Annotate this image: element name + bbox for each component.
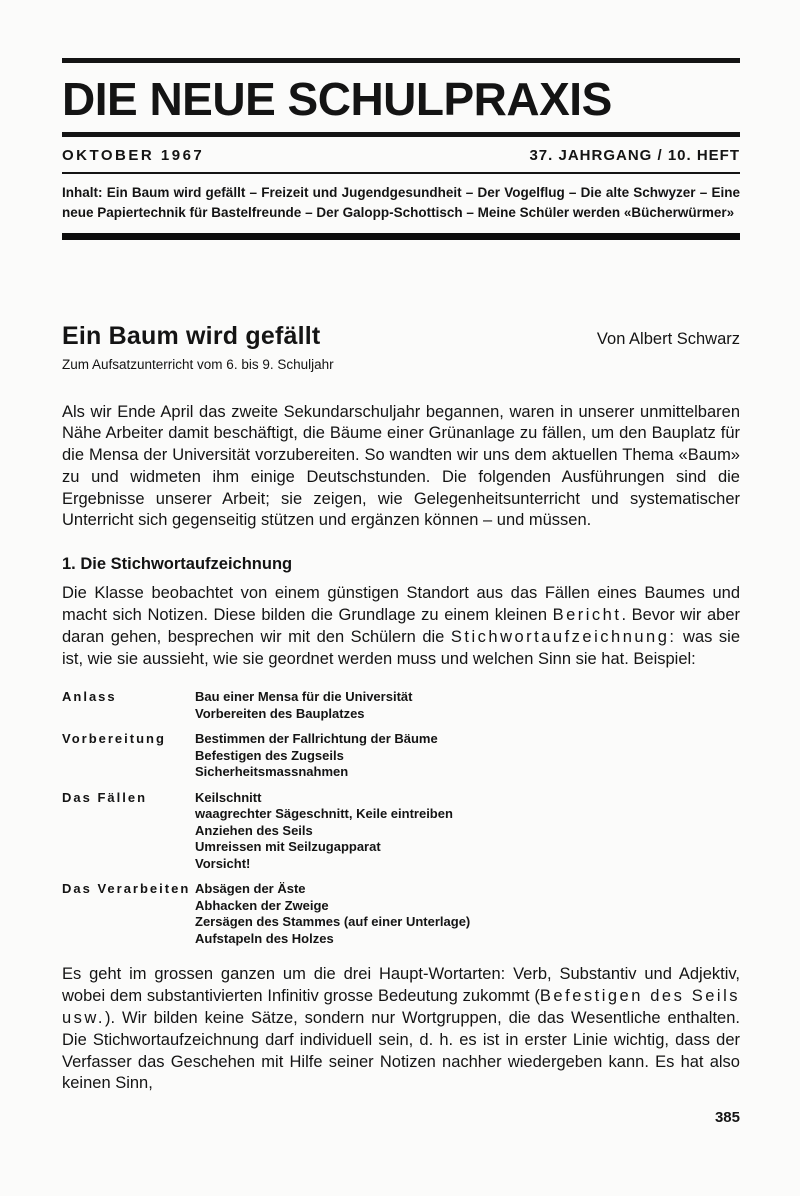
article-author: Von Albert Schwarz	[596, 329, 740, 348]
issue-row	[62, 147, 740, 164]
emphasized-term: Stichwortaufzeichnung:	[450, 627, 677, 646]
emphasized-term: Befestigen des Seils usw.	[62, 987, 740, 1028]
keyword-items	[195, 790, 740, 873]
section-paragraph	[62, 583, 740, 670]
keyword-item: Vorsicht!	[195, 855, 251, 871]
keyword-item: Bestimmen der Fallrichtung der Bäume	[195, 731, 438, 747]
keyword-item: Zersägen des Stammes (auf einer Unterlage)	[195, 914, 471, 930]
issue-number: 37. JAHRGANG / 10. HEFT	[529, 147, 740, 164]
article-header	[62, 322, 740, 372]
intro-paragraph: Als wir Ende April das zweite Sekundarschuljahr begannen, waren in unserer unmittelbaren Nähe Arbeiter damit beschäftigt, die Bäume einer Grünanlage zu fällen, um den Bauplatz für die Mensa der Universität vorzubereiten. So wandten wir uns dem aktuellen Thema «Baum» zu und widmeten ihm einige Deutschstunden. Die folgenden Ausführungen sind die Ergebnisse unserer Arbeit; sie zeigen, wie Gelegenheitsunterricht und systematischer Unterricht sich gegenseitig stützen und ergänzen können – und müssen.	[62, 402, 740, 530]
contents-bottom-bar	[62, 233, 740, 240]
keyword-label: Das Fällen	[62, 789, 148, 805]
keyword-item: Keilschnitt	[195, 789, 262, 805]
keyword-item: Umreissen mit Seilzugapparat	[195, 839, 381, 855]
article-title: Ein Baum wird gefällt	[62, 321, 321, 350]
contents-label: Inhalt:	[62, 185, 103, 200]
emphasized-term: Bericht	[552, 606, 622, 625]
issue-date: OKTOBER 1967	[62, 147, 205, 164]
closing-text: ). Wir bilden keine Sätze, sondern nur Wortgruppen, die das Wesentliche enthalten. Die Stichwortaufzeichnung darf individuell sein, d. h. es ist in erster Linie wichtig, dass der Verfasser das Geschehen mit Hilfe seiner Notizen nachher wiedergeben kann. Es hat also keinen Sinn,	[62, 1009, 740, 1093]
closing-paragraph	[62, 964, 740, 1095]
keyword-group	[62, 731, 740, 781]
keyword-items	[195, 881, 740, 947]
keyword-label: Das Verarbeiten	[62, 881, 191, 897]
keyword-item: waagrechter Sägeschnitt, Keile eintreiben	[195, 806, 453, 822]
table-of-contents	[62, 183, 740, 224]
section-text: Die Klasse beobachtet von einem günstigen Standort aus das Fällen eines Baumes und macht sich Notizen. Diese bilden die Grundlage zu einem kleinen	[62, 584, 740, 625]
keyword-group	[62, 881, 740, 947]
masthead-title: DIE NEUE SCHULPRAXIS	[62, 73, 612, 125]
keyword-item: Aufstapeln des Holzes	[195, 930, 334, 946]
keyword-item: Absägen der Äste	[195, 881, 306, 897]
keyword-item: Bau einer Mensa für die Universität	[195, 689, 413, 705]
masthead-top-rule	[62, 58, 740, 63]
keyword-items	[195, 689, 740, 722]
section-text: was sie ist, wie sie aussieht, wie sie geordnet werden muss und welchen Sinn sie hat. Beispiel:	[62, 627, 740, 668]
keyword-group	[62, 689, 740, 722]
keyword-label: Vorbereitung	[62, 731, 166, 747]
closing-text: Es geht im grossen ganzen um die drei Haupt-Wortarten: Verb, Substantiv und Adjektiv, wobei dem substantivierten Infinitiv grosse Bedeutung zukommt (	[62, 965, 740, 1006]
keyword-outline	[62, 689, 740, 947]
keyword-item: Befestigen des Zugseils	[195, 747, 344, 763]
keyword-item: Vorbereiten des Bauplatzes	[195, 705, 365, 721]
keyword-item: Sicherheitsmassnahmen	[195, 764, 349, 780]
article-title-row	[62, 322, 740, 351]
keyword-item: Anziehen des Seils	[195, 822, 313, 838]
article-subtitle: Zum Aufsatzunterricht vom 6. bis 9. Schuljahr	[62, 356, 334, 372]
keyword-item: Abhacken der Zweige	[195, 897, 329, 913]
masthead-bottom-rule	[62, 132, 740, 137]
section-heading: 1. Die Stichwortaufzeichnung	[62, 555, 293, 574]
contents-text: Ein Baum wird gefällt – Freizeit und Jugendgesundheit – Der Vogelflug – Die alte Schwyzer – Eine neue Papiertechnik für Bastelfreunde – Der Galopp-Schottisch – Meine Schüler werden «Bücherwürmer»	[62, 185, 740, 221]
keyword-label: Anlass	[62, 689, 117, 705]
issue-divider-rule	[62, 172, 740, 174]
keyword-group	[62, 790, 740, 873]
page-number: 385	[714, 1109, 740, 1127]
section-text: . Bevor wir aber daran gehen, besprechen wir mit den Schülern die	[62, 606, 740, 646]
keyword-items	[195, 731, 740, 781]
